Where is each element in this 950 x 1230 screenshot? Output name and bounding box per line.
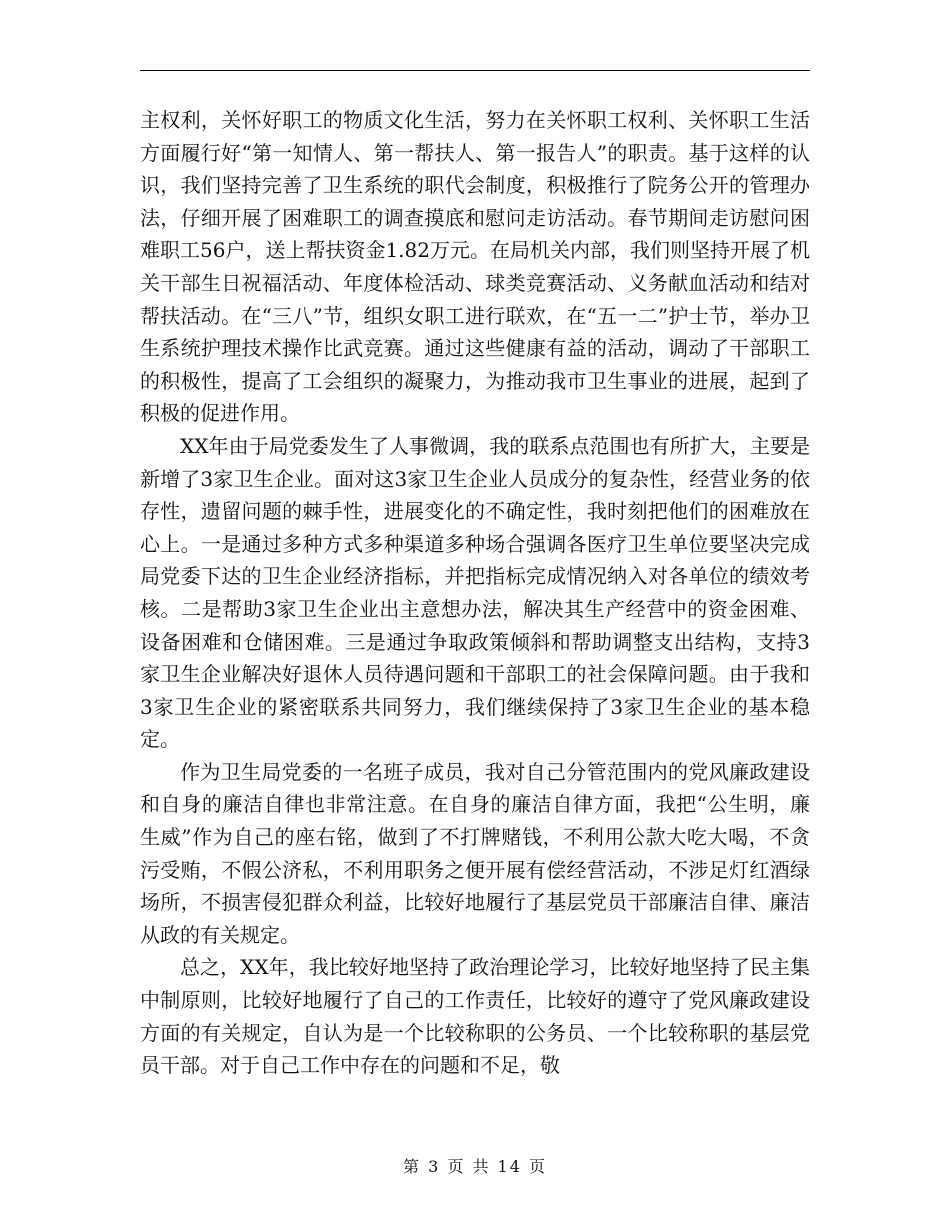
paragraph-liaison-enterprises: XX年由于局党委发生了人事微调，我的联系点范围也有所扩大，主要是新增了3家卫生企业。面对这3家卫生企业人员成分的复杂性，经营业务的依存性，遗留问题的棘手性，进展变化的不确定性，我时刻把他们的困难放在心上。一是通过多种方式多种渠道多种场合强调各医疗卫生单位要坚决完成局党委下达的卫生企业经济指标，并把指标完成情况纳入对各单位的绩效考核。二是帮助3家卫生企业出主意想办法，解决其生产经营中的资金困难、设备困难和仓储困难。三是通过争取政策倾斜和帮助调整支出结构，支持3家卫生企业解决好退休人员待遇问题和干部职工的社会保障问题。由于我和3家卫生企业的紧密联系共同努力，我们继续保持了3家卫生企业的基本稳定。 (140, 433, 810, 752)
header-rule (140, 70, 810, 71)
document-body (140, 104, 810, 1082)
page-number-footer: 第 3 页 共 14 页 (403, 1157, 547, 1176)
paragraph-integrity: 作为卫生局党委的一名班子成员，我对自己分管范围内的党风廉政建设和自身的廉洁自律也非常注意。在自身的廉洁自律方面，我把“公生明，廉生威”作为自己的座右铭，做到了不打牌赌钱，不利用公款大吃大喝，不贪污受贿，不假公济私，不利用职务之便开展有偿经营活动，不涉足灯红酒绿场所，不损害侵犯群众利益，比较好地履行了基层党员干部廉洁自律、廉洁从政的有关规定。 (140, 759, 810, 947)
paragraph-continuation: 主权利，关怀好职工的物质文化生活，努力在关怀职工权利、关怀职工生活方面履行好“第一知情人、第一帮扶人、第一报告人”的职责。基于这样的认识，我们坚持完善了卫生系统的职代会制度，积极推行了院务公开的管理办法，仔细开展了困难职工的调查摸底和慰问走访活动。春节期间走访慰问困难职工56户，送上帮扶资金1.82万元。在局机关内部，我们则坚持开展了机关干部生日祝福活动、年度体检活动、球类竞赛活动、义务献血活动和结对帮扶活动。在“三八”节，组织女职工进行联欢，在“五一二”护士节，举办卫生系统护理技术操作比武竞赛。通过这些健康有益的活动，调动了干部职工的积极性，提高了工会组织的凝聚力，为推动我市卫生事业的进展，起到了积极的促进作用。 (140, 108, 810, 426)
paragraph-summary: 总之，XX年，我比较好地坚持了政治理论学习，比较好地坚持了民主集中制原则，比较好地履行了自己的工作责任，比较好的遵守了党风廉政建设方面的有关规定，自认为是一个比较称职的公务员、一个比较称职的基层党员干部。对于自己工作中存在的问题和不足，敬 (140, 955, 810, 1078)
